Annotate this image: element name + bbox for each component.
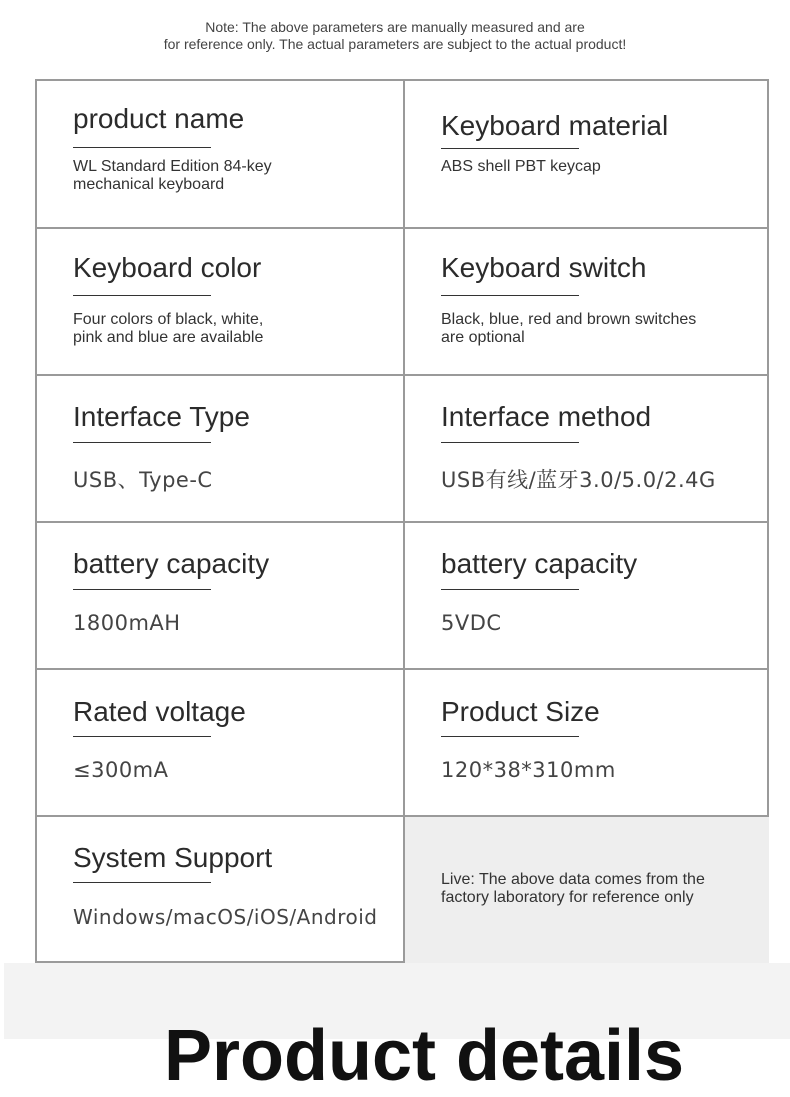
row-divider: [37, 521, 767, 523]
title-underline: [441, 148, 579, 149]
title-underline: [441, 295, 579, 296]
spec-title: battery capacity: [441, 548, 638, 579]
spec-cell-battery-capacity-2: [405, 523, 769, 668]
spec-title: Rated voltage: [73, 696, 246, 727]
row-divider: [37, 374, 767, 376]
spec-cell-product-name: [37, 81, 403, 227]
spec-title: Product Size: [441, 696, 600, 727]
spec-title: System Support: [73, 842, 273, 873]
spec-cell-product-size: [405, 670, 769, 815]
spec-desc: Four colors of black, white, pink and blue are available: [73, 311, 264, 346]
spec-cell-interface-type: [37, 376, 403, 521]
spec-title: Keyboard material: [441, 110, 669, 141]
row-divider: [37, 815, 767, 817]
spec-value: USB、Type-C: [73, 468, 213, 492]
spec-cell-battery-capacity: [37, 523, 403, 668]
spec-cell-system-support: [37, 817, 403, 963]
live-note: Live: The above data comes from the factory laboratory for reference only: [441, 871, 705, 906]
reference-note: [0, 19, 790, 53]
spec-title: Keyboard color: [73, 252, 262, 283]
spec-title: Interface method: [441, 401, 652, 432]
spec-title: Interface Type: [73, 401, 250, 432]
spec-value: 5VDC: [441, 611, 502, 635]
title-underline: [73, 295, 211, 296]
spec-desc: WL Standard Edition 84-key mechanical keyboard: [73, 158, 272, 193]
spec-title: Keyboard switch: [441, 252, 647, 283]
spec-cell-keyboard-switch: [405, 229, 769, 374]
spec-table: [35, 79, 769, 963]
spec-desc: Black, blue, red and brown switches are optional: [441, 311, 697, 346]
live-note-cell: [405, 817, 769, 963]
spec-cell-interface-method: [405, 376, 769, 521]
title-underline: [441, 442, 579, 443]
title-underline: [73, 736, 211, 737]
row-divider: [37, 227, 767, 229]
spec-title: battery capacity: [73, 548, 270, 579]
spec-cell-keyboard-material: [405, 81, 769, 227]
note-line-1: Note: The above parameters are manually measured and are: [205, 19, 585, 35]
spec-cell-rated-voltage: [37, 670, 403, 815]
spec-value: 120*38*310mm: [441, 758, 616, 782]
spec-value: 1800mAH: [73, 611, 181, 635]
title-underline: [441, 589, 579, 590]
title-underline: [441, 736, 579, 737]
title-underline: [73, 589, 211, 590]
spec-cell-keyboard-color: [37, 229, 403, 374]
note-line-2: for reference only. The actual parameters are subject to the actual product!: [163, 36, 627, 52]
spec-title: product name: [73, 103, 245, 134]
product-details-section: [4, 963, 790, 1096]
product-details-heading: Product details: [164, 1016, 685, 1096]
spec-value: USB有线/蓝牙3.0/5.0/2.4G: [441, 468, 716, 492]
title-underline: [73, 442, 211, 443]
spec-desc: ABS shell PBT keycap: [441, 158, 601, 175]
title-underline: [73, 147, 211, 148]
row-divider: [37, 668, 767, 670]
spec-value: Windows/macOS/iOS/Android: [73, 905, 378, 929]
spec-value: ≤300mA: [73, 758, 169, 782]
title-underline: [73, 882, 211, 883]
